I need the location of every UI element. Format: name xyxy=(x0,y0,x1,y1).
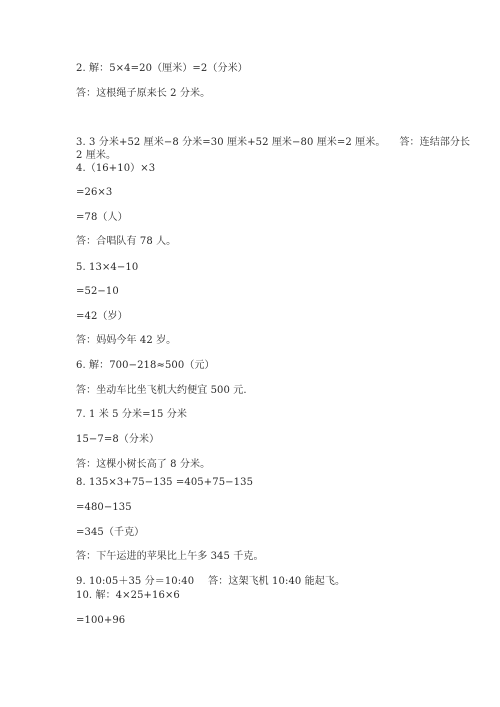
q4-answer-line: 答：合唱队有 78 人。 xyxy=(76,236,177,247)
q5-step-line: =52−10 xyxy=(76,286,119,297)
q3-equation: 3. 3 分米+52 厘米−8 分米=30 厘米+52 厘米−80 厘米=2 厘米。 xyxy=(76,137,386,148)
q7-conversion-line: 7. 1 米 5 分米=15 分米 xyxy=(76,409,187,420)
q7-step-line: 15−7=8（分米） xyxy=(76,434,160,445)
q3-answer-start: 答：连结部分长 xyxy=(399,137,471,148)
q2-answer-line: 答：这根绳子原来长 2 分米。 xyxy=(76,88,211,99)
q10-expression-line: 10. 解：4×25+16×6 xyxy=(76,590,180,601)
q9-answer: 答：这架飞机 10:40 能起飞。 xyxy=(208,576,346,587)
q2-solution-line: 2. 解：5×4=20（厘米）=2（分米） xyxy=(76,63,248,74)
q5-expression-line: 5. 13×4−10 xyxy=(76,262,139,273)
q5-result-line: =42（岁） xyxy=(76,311,128,322)
q9-solution-line xyxy=(76,575,345,588)
q6-answer-line: 答：坐动车比坐飞机大约便宜 500 元. xyxy=(76,385,247,396)
q4-expression-line: 4.（16+10）×3 xyxy=(76,163,156,174)
q7-answer-line: 答：这棵小树长高了 8 分米。 xyxy=(76,459,211,470)
q3-solution-line xyxy=(76,136,470,149)
q5-answer-line: 答：妈妈今年 42 岁。 xyxy=(76,335,177,346)
q3-answer-continuation: 2 厘米。 xyxy=(76,150,117,161)
q8-answer-line: 答：下午运进的苹果比上午多 345 千克。 xyxy=(76,551,264,562)
q8-result-line: =345（千克） xyxy=(76,527,145,538)
q8-expression-line: 8. 135×3+75−135 =405+75−135 xyxy=(76,477,254,488)
q6-solution-line: 6. 解：700−218≈500（元） xyxy=(76,360,215,371)
q10-step-line: =100+96 xyxy=(76,615,126,626)
q4-step-line: =26×3 xyxy=(76,187,113,198)
q8-step-line: =480−135 xyxy=(76,502,132,513)
q9-equation: 9. 10:05＋35 分＝10:40 xyxy=(76,576,195,587)
q4-result-line: =78（人） xyxy=(76,212,128,223)
